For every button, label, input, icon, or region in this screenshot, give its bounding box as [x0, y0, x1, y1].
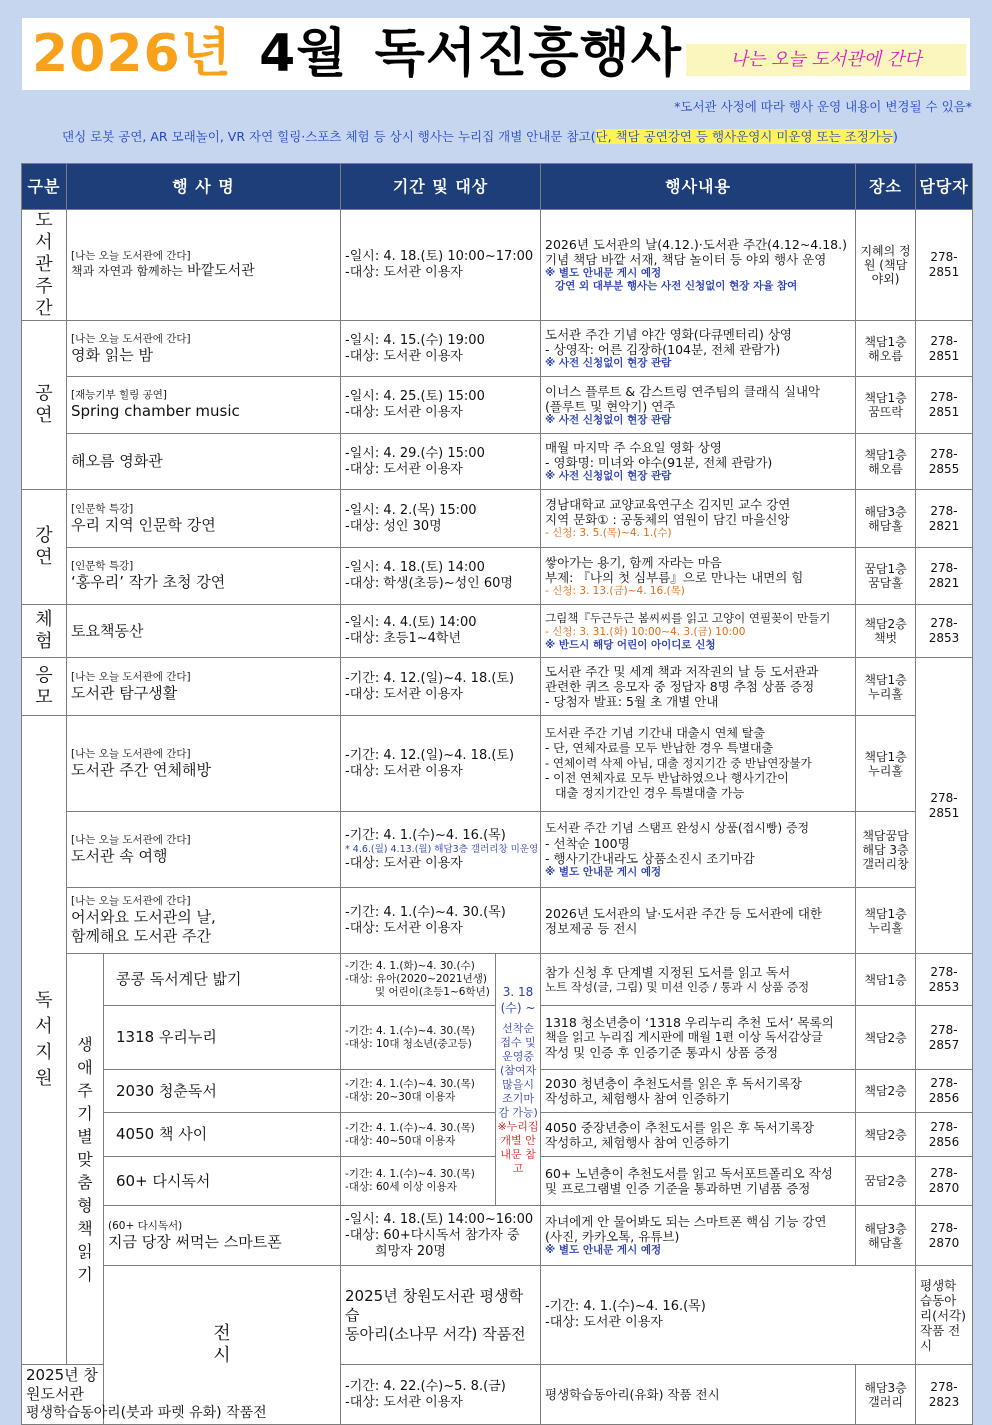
page-title	[32, 22, 682, 86]
content-cell	[541, 548, 856, 605]
content-cell	[541, 1365, 856, 1425]
place-cell: 책담1층 해오름	[856, 434, 916, 490]
content-cell	[541, 812, 856, 888]
title-month: 4월	[259, 24, 348, 84]
period-target: -대상: 60+다시독서 참가자 중	[345, 1227, 520, 1243]
event-name-cell	[104, 1157, 341, 1206]
content-cell	[541, 210, 856, 321]
manager-cell: 278-2851	[916, 210, 973, 321]
event-name: Spring chamber music	[71, 402, 240, 420]
content-note: ※ 별도 안내문 게시 예정	[545, 267, 662, 279]
notice-text: 댄싱 로봇 공연, AR 모래놀이, VR 자연 힐링·스포츠 체험 등 상시 행사는 누리집 개별 안내문 참고(	[62, 129, 596, 144]
period-date: -기간: 4. 1.(수)~4. 30.(목)	[345, 1078, 475, 1090]
event-name: 도서관 속 여행	[71, 846, 168, 865]
manager-cell: 278-2855	[916, 434, 973, 490]
category-label: 공연	[35, 383, 53, 426]
period-date: -기간: 4. 1.(수)~4. 30.(목)	[345, 904, 506, 920]
event-name-cell	[104, 1070, 341, 1113]
event-tag: [나는 오늘 도서관에 간다]	[71, 895, 191, 907]
place-cell: 지혜의 정원 (책담 야외)	[856, 210, 916, 321]
period-date: -일시: 4. 18.(토) 14:00	[345, 560, 485, 575]
place-cell: 해담3층 해담홀	[856, 490, 916, 548]
content-note: ※ 별도 안내문 게시 예정	[545, 865, 662, 878]
content-line: 경남대학교 교양교육연구소 김지민 교수 강연	[545, 497, 791, 512]
notice-change: *도서관 사정에 따라 행사 운영 내용이 변경될 수 있음*	[674, 99, 972, 114]
period-cell	[341, 210, 541, 321]
event-name: 2025년 창원도서관 평생학습	[345, 1286, 524, 1324]
event-name: 도서관 주간 연체해방	[71, 760, 211, 779]
period-target: -대상: 도서관 이용자	[345, 348, 463, 364]
period-cell	[341, 605, 541, 658]
period-cell	[341, 377, 541, 434]
period-date: -기간: 4. 1.(화)~4. 30.(수)	[345, 960, 475, 972]
notice-regular-events	[62, 127, 898, 145]
event-name: 바깥도서관	[187, 263, 255, 279]
period-date: -기간: 4. 1.(수)~4. 30.(목)	[345, 1168, 475, 1180]
period-cell	[341, 888, 541, 954]
period-target: -대상: 도서관 이용자	[345, 1394, 463, 1410]
event-name: 2030 청춘독서	[116, 1081, 217, 1100]
table-row	[22, 658, 973, 716]
table-row	[22, 377, 973, 434]
manager-cell: 278-2853	[916, 954, 973, 1006]
manager-cell-support: 278-2851	[916, 658, 973, 954]
col-header-content: 행사내용	[541, 164, 856, 210]
event-name-cell	[67, 321, 341, 377]
event-name-cell	[104, 1206, 341, 1266]
category-label: 응모	[35, 664, 53, 708]
content-cell	[541, 954, 856, 1006]
table-row	[22, 716, 973, 812]
event-name-cell	[67, 888, 341, 954]
period-cell	[341, 490, 541, 548]
period-cell	[341, 1006, 496, 1070]
event-tag: [나는 오늘 도서관에 간다]	[71, 747, 191, 760]
table-row	[22, 954, 973, 1006]
event-name-cell	[67, 658, 341, 716]
manager-cell: 278-2853	[916, 605, 973, 658]
manager-cell: 278-2821	[916, 548, 973, 605]
content-cell	[541, 434, 856, 490]
period-target-line2: 희망자 20명	[375, 1243, 446, 1259]
col-header-category: 구분	[22, 164, 67, 210]
content-line: 관련한 퀴즈 응모자 중 정답자 8명 추첨 상품 증정	[545, 679, 815, 694]
period-cell	[341, 434, 541, 490]
content-line: 정보제공 등 전시	[545, 920, 638, 936]
event-tag-sub: 책과 자연과 함께하는	[71, 264, 183, 278]
content-line: - 행사기간내라도 상품소진시 조기마감	[545, 850, 755, 866]
event-name: 토요책동산	[71, 621, 144, 640]
event-name-cell	[104, 1006, 341, 1070]
content-line: 및 프로그램별 인증 기준을 통과하면 기념품 증정	[545, 1181, 811, 1196]
period-date: -기간: 4. 12.(일)~4. 18.(토)	[345, 747, 515, 763]
content-line: 2026년 도서관의 날·도서관 주간 등 도서관에 대한	[545, 905, 823, 921]
content-cell	[541, 1006, 856, 1070]
content-line: 책을 읽고 누리집 게시판에 매월 1편 이상 독서감상글	[545, 1030, 823, 1044]
content-cell	[541, 1113, 856, 1157]
period-cell	[341, 716, 541, 812]
table-row	[22, 490, 973, 548]
apply-text: 선착순 접수 및 운영중 (참여자 많을시 조기마감 가능)	[498, 1021, 538, 1119]
event-name-line2: 동아리(소나무 서각) 작품전	[345, 1324, 526, 1343]
content-cell	[541, 605, 856, 658]
content-cell	[541, 321, 856, 377]
period-target: -대상: 60세 이상 이용자	[345, 1181, 457, 1193]
content-note: ※ 반드시 해당 어린이 아이디로 신청	[545, 638, 716, 651]
manager-cell: 278-2870	[916, 1206, 973, 1266]
category-label: 도서관주간	[35, 210, 53, 319]
manager-cell: 278-2856	[916, 1070, 973, 1113]
place-cell: 책담1층 누리홀	[856, 716, 916, 812]
period-cell	[341, 954, 496, 1006]
event-name-cell	[67, 716, 341, 812]
table-row	[22, 210, 973, 321]
event-name-cell	[67, 377, 341, 434]
event-name: 지금 당장 써먹는 스마트폰	[108, 1232, 282, 1251]
table-row	[22, 605, 973, 658]
period-date: -일시: 4. 29.(수) 15:00	[345, 445, 485, 461]
place-cell: 책담1층	[856, 954, 916, 1006]
content-line: 작성하고, 체험행사 참여 인증하기	[545, 1134, 730, 1150]
event-name-cell	[67, 210, 341, 321]
place-cell: 책담1층 누리홀	[856, 658, 916, 716]
table-row	[22, 434, 973, 490]
table-row	[22, 888, 973, 954]
content-line: 부제: 『나의 첫 심부름』으로 만나는 내면의 힘	[545, 569, 804, 585]
event-name-cell	[67, 548, 341, 605]
slogan: 나는 오늘 도서관에 간다	[686, 44, 966, 76]
content-cell	[541, 716, 856, 812]
manager-cell: 278-2851	[916, 321, 973, 377]
content-note: ※ 별도 안내문 게시 예정	[545, 1244, 662, 1256]
period-cell	[341, 812, 541, 888]
event-name: 4050 책 사이	[116, 1125, 208, 1143]
place-cell: 꿈담2층	[856, 1157, 916, 1206]
content-line: (사진, 카카오톡, 유튜브)	[545, 1229, 680, 1244]
event-name: 1318 우리누리	[116, 1028, 217, 1046]
col-header-place: 장소	[856, 164, 916, 210]
content-line: 4050 중장년층이 추천도서를 읽은 후 독서기록장	[545, 1119, 815, 1135]
period-cell	[341, 548, 541, 605]
period-date: -일시: 4. 18.(토) 10:00~17:00	[345, 249, 534, 264]
period-target: -대상: 도서관 이용자	[345, 461, 463, 477]
content-line: - 연체이력 삭제 아님, 대출 정지기간 중 반납연장불가	[545, 756, 812, 770]
period-target: -대상: 20~30대 이용자	[345, 1091, 456, 1103]
event-tag: [나는 오늘 도서관에 간다]	[71, 332, 191, 345]
content-apply: - 신청: 3. 31.(화) 10:00~4. 3.(금) 10:00	[545, 625, 746, 638]
notice-end: )	[892, 129, 898, 144]
content-line: 60+ 노년층이 추천도서를 읽고 독서포트폴리오 작성	[545, 1166, 833, 1181]
content-line: 평생학습동아리(유화) 작품 전시	[545, 1387, 720, 1402]
period-target: -대상: 도서관 이용자	[545, 1315, 663, 1330]
content-apply: - 신청: 3. 5.(목)~4. 1.(수)	[545, 527, 672, 539]
event-name: 해오름 영화관	[71, 452, 163, 470]
event-name-cell	[341, 1266, 541, 1365]
period-date: -기간: 4. 1.(수)~4. 30.(목)	[345, 1121, 475, 1134]
category-label: 독서지원	[35, 990, 53, 1089]
event-tag: [나는 오늘 도서관에 간다]	[71, 833, 191, 846]
content-line: (플루트 및 현악기) 연주	[545, 398, 676, 414]
content-line: 2026년 도서관의 날(4.12.)·도서관 주간(4.12~4.18.)	[545, 237, 847, 252]
period-cell	[341, 1365, 541, 1425]
content-line: 이너스 플루트 & 감스트링 연주팀의 클래식 실내악	[545, 383, 821, 399]
content-note: 강연 외 대부분 행사는 사전 신청없이 현장 자율 참여	[555, 280, 798, 292]
place-cell: 책담2층 책벗	[856, 605, 916, 658]
event-name-cell	[67, 434, 341, 490]
event-table	[21, 163, 973, 1425]
content-line: 도서관 주간 및 세계 책과 저작권의 날 등 도서관과	[545, 664, 819, 679]
content-line: - 이전 연체자료 모두 반납하였으나 행사기간이	[545, 771, 789, 785]
period-target: -대상: 도서관 이용자	[345, 763, 463, 779]
event-tag: [나는 오늘 도서관에 간다]	[71, 670, 191, 683]
period-date: -기간: 4. 1.(수)~4. 30.(목)	[345, 1024, 475, 1037]
place-cell: 책담2층	[856, 1070, 916, 1113]
content-line: 도서관 주간 기념 야간 영화(다큐멘터리) 상영	[545, 327, 793, 342]
period-date: -기간: 4. 1.(수)~4. 16.(목)	[345, 827, 506, 843]
manager-cell: 278-2821	[916, 490, 973, 548]
category-exhibition	[104, 1266, 341, 1425]
content-line: 그림책『두근두근 봄씨씨를 읽고 고양이 연필꽂이 만들기	[545, 610, 831, 625]
content-line: - 상영작: 어른 김장하(104분, 전체 관람가)	[545, 342, 781, 357]
col-header-event: 행 사 명	[67, 164, 341, 210]
content-apply: - 신청: 3. 13.(금)~4. 16.(목)	[545, 584, 685, 597]
category-performance	[22, 321, 67, 490]
header-banner	[22, 18, 970, 90]
apply-date: 3. 18 (수) ~	[500, 984, 536, 1015]
content-line: 쌓아가는 용기, 함께 자라는 마음	[545, 554, 722, 570]
period-cell	[341, 321, 541, 377]
content-cell	[916, 1266, 973, 1365]
period-date: -일시: 4. 2.(목) 15:00	[345, 502, 477, 518]
manager-cell: 278-2823	[916, 1365, 973, 1425]
period-cell	[341, 1113, 496, 1157]
period-note: * 4.6.(월) 4.13.(월) 해담3층 갤러리창 미운영	[345, 843, 539, 855]
event-tag: (60+ 다시독서)	[108, 1219, 183, 1232]
table-row	[22, 812, 973, 888]
event-name: 콩콩 독서계단 밟기	[116, 970, 242, 988]
col-header-manager: 담당자	[916, 164, 973, 210]
content-note: ※ 사전 신청없이 현장 관람	[545, 413, 672, 426]
content-line: 작성하고, 체험행사 참여 인증하기	[545, 1091, 730, 1106]
event-tag: [나는 오늘 도서관에 간다]	[71, 250, 191, 262]
manager-cell: 278-2870	[916, 1157, 973, 1206]
content-note: ※ 사전 신청없이 현장 관람	[545, 470, 672, 482]
event-name-cell	[67, 605, 341, 658]
notice-highlight: 단, 책담 공연강연 등 행사운영시 미운영 또는 조정가능	[595, 129, 893, 144]
period-target: -대상: 성인 30명	[345, 518, 442, 534]
event-name-cell	[104, 1113, 341, 1157]
content-cell	[541, 1206, 856, 1266]
event-name: 영화 읽는 밤	[71, 345, 153, 364]
content-line: 자녀에게 안 물어봐도 되는 스마트폰 핵심 기능 강연	[545, 1214, 827, 1229]
content-cell	[541, 658, 856, 716]
event-name-cell	[67, 490, 341, 548]
event-name: 우리 지역 인문학 강연	[71, 515, 216, 534]
period-cell	[341, 1206, 541, 1266]
event-name: 60+ 다시독서	[116, 1171, 211, 1190]
content-line: - 선착순 100명	[545, 835, 630, 851]
place-cell: 책담2층	[856, 1113, 916, 1157]
category-lifecycle	[67, 954, 104, 1365]
period-target: -대상: 10대 청소년(중고등)	[345, 1037, 472, 1050]
content-line: 참가 신청 후 단계별 지정된 도서를 읽고 독서	[545, 964, 791, 980]
period-target: -대상: 도서관 이용자	[345, 855, 463, 871]
manager-cell: 278-2851	[916, 377, 973, 434]
category-label: 생애주기별맞춤형책읽기	[77, 1034, 93, 1284]
period-target: -대상: 도서관 이용자	[345, 686, 463, 702]
content-line: 2030 청년층이 추천도서를 읽은 후 독서기록장	[545, 1076, 802, 1091]
event-tag: [인문학 특강]	[71, 560, 134, 572]
content-line: - 당첨자 발표: 5월 초 개별 안내	[545, 694, 719, 709]
place-cell: 책담1층 누리홀	[856, 888, 916, 954]
period-date: -일시: 4. 18.(토) 14:00~16:00	[345, 1211, 534, 1227]
place-cell: 책담2층	[856, 1006, 916, 1070]
category-lecture	[22, 490, 67, 605]
content-cell	[541, 377, 856, 434]
content-line: 1318 청소년층이 ‘1318 우리누리 추천 도서’ 목록의	[545, 1015, 834, 1030]
content-line: 매월 마지막 주 수요일 영화 상영	[545, 440, 722, 455]
period-cell	[341, 1070, 496, 1113]
content-line: - 영화명: 미녀와 야수(91분, 전체 관람가)	[545, 455, 773, 470]
content-cell	[541, 490, 856, 548]
period-date: -기간: 4. 1.(수)~4. 16.(목)	[545, 1299, 706, 1314]
manager-cell: 278-2857	[916, 1006, 973, 1070]
period-target: -대상: 도서관 이용자	[345, 265, 463, 280]
event-name: 어서와요 도서관의 날,	[71, 908, 216, 926]
event-name: 2025년 창원도서관	[26, 1366, 98, 1403]
period-date: -일시: 4. 25.(토) 15:00	[345, 389, 485, 404]
place-cell: 해담3층 해담홀	[856, 1206, 916, 1266]
category-label: 체험	[35, 609, 53, 652]
place-cell: 책담꿈담 해담 3층 갤러리창	[856, 812, 916, 888]
period-target-line2: 및 어린이(초등1~6학년)	[375, 986, 490, 998]
content-line: - 단, 연체자료를 모두 반납한 경우 특별대출	[545, 741, 774, 755]
table-row	[22, 321, 973, 377]
period-cell	[541, 1266, 916, 1365]
category-label: 강연	[35, 525, 53, 568]
content-line: 작성 및 인증 후 인증기준 통과시 상품 증정	[545, 1045, 779, 1060]
period-target: -대상: 도서관 이용자	[345, 920, 463, 936]
category-experience	[22, 605, 67, 658]
table-header-row	[22, 164, 973, 210]
period-date: -기간: 4. 22.(수)~5. 8.(금)	[345, 1378, 506, 1394]
content-line: 평생학습동아리(서각) 작품 전시	[920, 1277, 967, 1353]
table-row	[22, 548, 973, 605]
category-label: 전시	[213, 1323, 231, 1366]
period-date: -일시: 4. 15.(수) 19:00	[345, 332, 485, 348]
lifecycle-apply-note	[496, 954, 541, 1206]
table-row	[22, 1206, 973, 1266]
period-target: -대상: 40~50대 이용자	[345, 1134, 456, 1147]
content-line: 도서관 주간 기념 기간내 대출시 연체 탈출	[545, 726, 765, 740]
event-name: ‘홍우리’ 작가 초청 강연	[71, 573, 226, 591]
category-apply	[22, 658, 67, 716]
period-target: -대상: 유아(2020~2021년생)	[345, 973, 487, 985]
place-cell: 책담1층 해오름	[856, 321, 916, 377]
event-name-cell	[67, 812, 341, 888]
event-tag: [인문학 특강]	[71, 502, 134, 515]
place-cell: 책담1층 꿈뜨락	[856, 377, 916, 434]
category-reading-support	[22, 716, 67, 1365]
period-target: -대상: 초등1~4학년	[345, 631, 462, 646]
content-note: ※ 사전 신청없이 현장 관람	[545, 357, 672, 369]
event-tag: [재능기부 힐링 공연]	[71, 389, 168, 401]
content-line: 지역 문화① : 공동체의 염원이 담긴 마을신앙	[545, 512, 790, 527]
period-date: -기간: 4. 12.(일)~4. 18.(토)	[345, 670, 515, 686]
title-year: 2026년	[32, 24, 232, 84]
category-library-week	[22, 210, 67, 321]
apply-ref: ※누리집 개별 안내문 참고	[497, 1119, 539, 1175]
period-target: -대상: 학생(초등)~성인 60명	[345, 576, 513, 591]
event-name-line2: 함께해요 도서관 주간	[71, 927, 211, 945]
place-cell: 꿈담1층 꿈담홀	[856, 548, 916, 605]
content-cell	[541, 1070, 856, 1113]
title-main: 독서진흥행사	[374, 24, 683, 84]
event-name-cell	[104, 954, 341, 1006]
content-line: 대출 정지기간인 경우 특별대출 가능	[555, 786, 745, 800]
content-line: 노트 작성(글, 그림) 및 미션 인증 / 통과 시 상품 증정	[545, 979, 810, 994]
manager-cell: 278-2856	[916, 1113, 973, 1157]
period-target: -대상: 도서관 이용자	[345, 405, 463, 420]
period-date: -일시: 4. 4.(토) 14:00	[345, 615, 477, 630]
event-name-line2: 평생학습동아리(붓과 파렛 유화) 작품전	[26, 1405, 267, 1421]
period-cell	[341, 658, 541, 716]
event-name-cell	[22, 1365, 267, 1425]
content-cell	[541, 1157, 856, 1206]
period-cell	[341, 1157, 496, 1206]
content-line: 기념 책담 바깥 서재, 책담 놀이터 등 야외 행사 운영	[545, 252, 827, 267]
place-cell: 해담3층 갤러리	[856, 1365, 916, 1425]
table-row	[22, 1266, 973, 1365]
event-name: 도서관 탐구생활	[71, 683, 178, 702]
content-cell	[541, 888, 856, 954]
content-line: 도서관 주간 기념 스탬프 완성시 상품(접시빵) 증정	[545, 820, 810, 835]
col-header-period: 기간 및 대상	[341, 164, 541, 210]
